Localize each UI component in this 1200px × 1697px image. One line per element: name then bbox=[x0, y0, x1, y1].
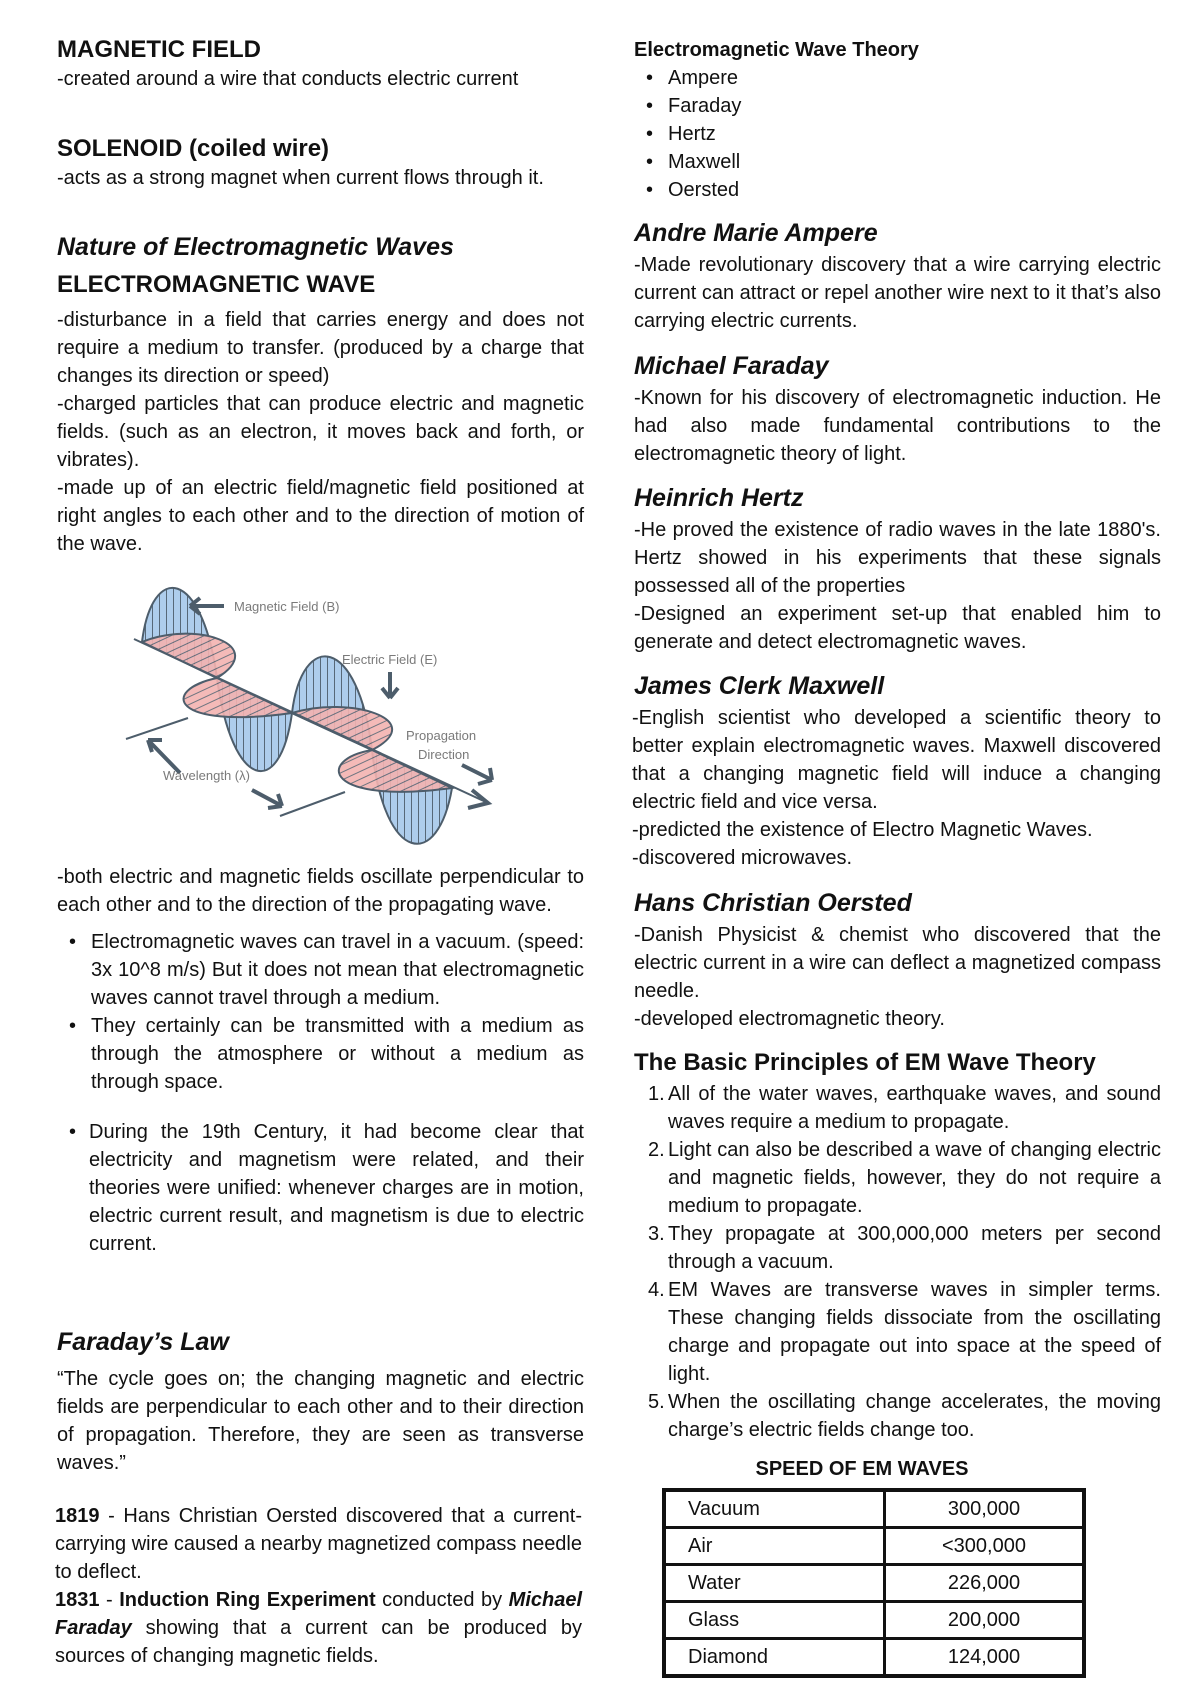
em-bullet-list bbox=[57, 928, 584, 1096]
list-number: 2. bbox=[648, 1139, 665, 1161]
principles-heading: The Basic Principles of EM Wave Theory bbox=[634, 1049, 1096, 1076]
oersted-section bbox=[634, 888, 1161, 1033]
event-text: - Hans Christian Oersted discovered that a current-carrying wire caused a nearby magnetized compass needle to deflect. bbox=[55, 1505, 582, 1583]
table-row bbox=[664, 1565, 1084, 1602]
list-item bbox=[634, 1136, 1161, 1220]
list-item: • During the 19th Century, it had become clear that electricity and magnetism were related, and their theories were unified: whenever charges are in motion, electric current result, and magnetism is due to electric current. bbox=[57, 1118, 584, 1258]
event-bold: Induction Ring Experiment bbox=[119, 1589, 376, 1611]
faraday-law-heading: Faraday’s Law bbox=[57, 1328, 229, 1356]
event-text: conducted by bbox=[375, 1589, 509, 1611]
list-number: 5. bbox=[648, 1391, 665, 1413]
table-row bbox=[664, 1602, 1084, 1639]
magnetic-field-label: Magnetic Field (B) bbox=[234, 599, 340, 614]
person-heading: Michael Faraday bbox=[634, 352, 829, 380]
speed-cell: 200,000 bbox=[885, 1602, 1085, 1639]
list-item: • Hertz bbox=[634, 120, 1161, 148]
event-year: 1831 bbox=[55, 1589, 100, 1611]
medium-cell: Water bbox=[664, 1565, 885, 1602]
em-wave-para: -made up of an electric field/magnetic field positioned at right angles to each other and to the direction of motion of the wave. bbox=[57, 477, 584, 555]
theory-heading: Electromagnetic Wave Theory bbox=[634, 39, 919, 61]
table-row bbox=[664, 1528, 1084, 1565]
electric-field-label: Electric Field (E) bbox=[342, 652, 438, 667]
principles-section bbox=[634, 1048, 1161, 1444]
person-text: -Danish Physicist & chemist who discovered that the electric current in a wire can deflect a magnetized compass needle. bbox=[634, 924, 1161, 1002]
list-text: When the oscillating change accelerates, the moving charge’s electric fields change too. bbox=[668, 1391, 1161, 1441]
person-heading: Hans Christian Oersted bbox=[634, 889, 912, 917]
speed-cell: <300,000 bbox=[885, 1528, 1085, 1565]
person-heading: James Clerk Maxwell bbox=[634, 672, 885, 700]
speed-table bbox=[662, 1488, 1086, 1678]
solenoid-heading: SOLENOID (coiled wire) bbox=[57, 135, 330, 162]
event-year: 1819 bbox=[55, 1505, 100, 1527]
medium-cell: Air bbox=[664, 1528, 885, 1565]
theory-section bbox=[634, 36, 1161, 204]
timeline-section bbox=[55, 1502, 582, 1670]
person-text: -English scientist who developed a scientific theory to better explain electromagnetic waves. Maxwell discovered that a changing magnetic field will induce a changing electric field and vice versa. bbox=[632, 707, 1161, 813]
oscillate-text: -both electric and magnetic fields oscillate perpendicular to each other and to the direction of the propagating wave. bbox=[57, 866, 584, 916]
list-item bbox=[634, 1220, 1161, 1276]
person-text: -Known for his discovery of electromagnetic induction. He had also made fundamental contributions to the electromagnetic theory of light. bbox=[634, 387, 1161, 465]
nature-heading: Nature of Electromagnetic Waves bbox=[57, 233, 454, 261]
propagation-label: Direction bbox=[418, 747, 470, 762]
list-text: All of the water waves, earthquake waves, and sound waves require a medium to propagate. bbox=[668, 1083, 1161, 1133]
list-item bbox=[634, 1276, 1161, 1388]
magnetic-field-heading: MAGNETIC FIELD bbox=[57, 36, 261, 63]
principles-list bbox=[634, 1080, 1161, 1444]
event-1819 bbox=[55, 1502, 582, 1586]
speed-cell: 124,000 bbox=[885, 1639, 1085, 1677]
list-text: EM Waves are transverse waves in simpler terms. These changing fields dissociate from the oscillating charge and propagate out into space at the speed of light. bbox=[668, 1279, 1161, 1385]
table-row bbox=[664, 1490, 1084, 1528]
person-heading: Andre Marie Ampere bbox=[634, 219, 878, 247]
list-item: • Ampere bbox=[634, 64, 1161, 92]
event-text: showing that a current can be produced by sources of changing magnetic fields. bbox=[55, 1617, 582, 1667]
speed-cell: 300,000 bbox=[885, 1490, 1085, 1528]
em-wave-diagram bbox=[100, 580, 520, 845]
list-text: They propagate at 300,000,000 meters per second through a vacuum. bbox=[668, 1223, 1161, 1273]
list-item bbox=[634, 1388, 1161, 1444]
history-bullet-list bbox=[57, 1118, 584, 1258]
person-text: -predicted the existence of Electro Magnetic Waves. bbox=[632, 819, 1093, 841]
faraday-quote: “The cycle goes on; the changing magnetic and electric fields are perpendicular to each other and to their direction of propagation. Therefore, they are seen as transverse waves.” bbox=[57, 1368, 584, 1474]
propagation-label: Propagation bbox=[406, 728, 477, 743]
person-text: -discovered microwaves. bbox=[632, 847, 853, 869]
list-item: • Faraday bbox=[634, 92, 1161, 120]
list-text: Light can also be described a wave of changing electric and magnetic fields, however, they do not require a medium to propagate. bbox=[668, 1139, 1161, 1217]
speed-cell: 226,000 bbox=[885, 1565, 1085, 1602]
event-person: Michael Faraday bbox=[55, 1589, 583, 1639]
maxwell-section bbox=[632, 671, 1161, 872]
wavelength-label: Wavelength (λ) bbox=[163, 768, 250, 783]
faraday-section bbox=[634, 351, 1161, 468]
solenoid-section bbox=[57, 134, 584, 192]
hertz-section bbox=[634, 483, 1161, 656]
list-item: • Maxwell bbox=[634, 148, 1161, 176]
person-text: -He proved the existence of radio waves in the late 1880's. Hertz showed in his experiments that these signals possessed all of the properties bbox=[634, 519, 1161, 597]
theory-people-list bbox=[634, 64, 1161, 204]
person-text: -developed electromagnetic theory. bbox=[634, 1008, 945, 1030]
em-wave-heading: ELECTROMAGNETIC WAVE bbox=[57, 271, 376, 298]
medium-cell: Diamond bbox=[664, 1639, 885, 1677]
list-item: • Oersted bbox=[634, 176, 1161, 204]
person-heading: Heinrich Hertz bbox=[634, 484, 804, 512]
ampere-section bbox=[634, 218, 1161, 335]
oscillate-section bbox=[57, 863, 584, 1258]
magnetic-field-section bbox=[57, 35, 584, 93]
solenoid-text: -acts as a strong magnet when current flows through it. bbox=[57, 167, 544, 189]
em-wave-section bbox=[57, 232, 584, 558]
magnetic-field-text: -created around a wire that conducts electric current bbox=[57, 68, 519, 90]
em-wave-para: -disturbance in a field that carries energy and does not require a medium to transfer. (produced by a charge that changes its direction or speed) bbox=[57, 309, 584, 387]
person-text: -Designed an experiment set-up that enabled him to generate and detect electromagnetic waves. bbox=[634, 603, 1161, 653]
list-item: • Electromagnetic waves can travel in a vacuum. (speed: 3x 10^8 m/s) But it does not mean that electromagnetic waves cannot travel through a medium. bbox=[57, 928, 584, 1012]
list-number: 3. bbox=[648, 1223, 665, 1245]
speed-table-title: SPEED OF EM WAVES bbox=[755, 1458, 969, 1480]
list-item bbox=[634, 1080, 1161, 1136]
list-number: 4. bbox=[648, 1279, 665, 1301]
list-number: 1. bbox=[648, 1083, 665, 1105]
event-dash: - bbox=[99, 1589, 120, 1611]
em-wave-para: -charged particles that can produce electric and magnetic fields. (such as an electron, it moves back and forth, or vibrates). bbox=[57, 393, 584, 471]
event-1831 bbox=[55, 1586, 582, 1670]
list-item: • They certainly can be transmitted with a medium as through the atmosphere or without a medium as through space. bbox=[57, 1012, 584, 1096]
table-row bbox=[664, 1639, 1084, 1677]
medium-cell: Glass bbox=[664, 1602, 885, 1639]
medium-cell: Vacuum bbox=[664, 1490, 885, 1528]
person-text: -Made revolutionary discovery that a wire carrying electric current can attract or repel another wire next to it that’s also carrying electric currents. bbox=[634, 254, 1161, 332]
faraday-law-section bbox=[57, 1327, 584, 1477]
